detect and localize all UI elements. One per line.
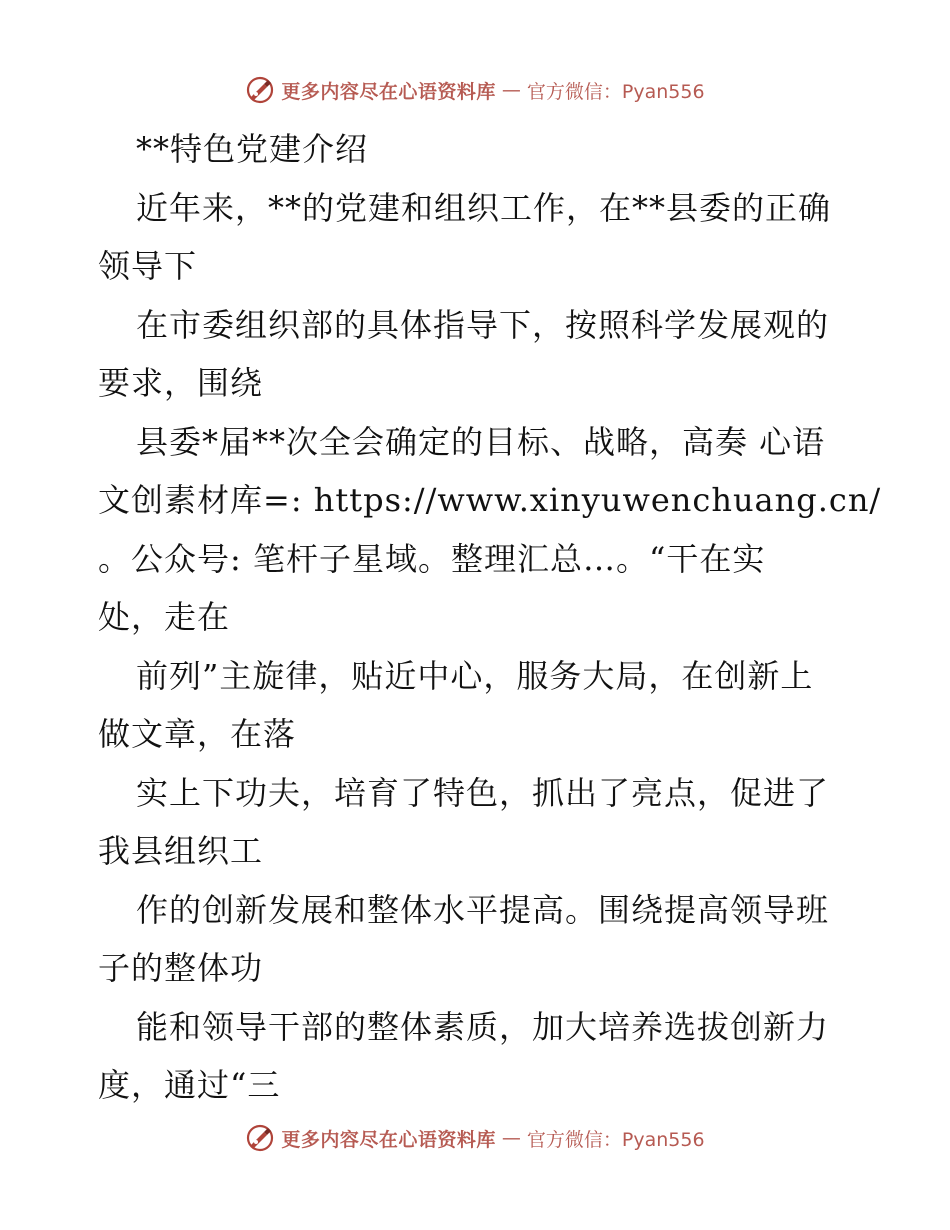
doc-line: 。公众号: 笔杆子星域。整理汇总…。“干在实 xyxy=(98,539,766,578)
banner-title: 更多内容尽在心语资料库 xyxy=(281,80,496,103)
header-banner xyxy=(0,70,950,110)
doc-line: 文创素材库=: https://www.xinyuwenchuang.cn/ xyxy=(98,481,882,519)
pen-logo-icon xyxy=(245,1123,275,1153)
banner-wechat: 官方微信：Pyan556 xyxy=(526,1128,705,1151)
doc-line: 我县组织工 xyxy=(98,832,264,870)
doc-line: 实上下功夫，培育了特色，抓出了亮点，促进了 xyxy=(136,773,830,812)
doc-line: 近年来，**的党建和组织工作，在**县委的正确 xyxy=(136,188,832,227)
doc-line: 要求，围绕 xyxy=(98,364,264,402)
doc-line: 在市委组织部的具体指导下，按照科学发展观的 xyxy=(136,305,830,344)
banner-separator: — xyxy=(501,1127,521,1149)
doc-line: 前列”主旋律，贴近中心，服务大局，在创新上 xyxy=(136,656,814,695)
doc-line: 县委*届**次全会确定的目标、战略，高奏 心语 xyxy=(136,422,826,461)
doc-line: 做文章，在落 xyxy=(98,715,297,753)
doc-line: 能和领导干部的整体素质，加大培养选拔创新力 xyxy=(136,1007,830,1046)
document-body xyxy=(98,120,882,1115)
doc-line: 度，通过“三 xyxy=(98,1066,281,1104)
banner-separator: — xyxy=(501,79,521,101)
doc-line: 作的创新发展和整体水平提高。围绕提高领导班 xyxy=(136,890,830,929)
banner-title: 更多内容尽在心语资料库 xyxy=(281,1128,496,1151)
doc-line: 处，走在 xyxy=(98,598,231,636)
doc-line: **特色党建介绍 xyxy=(136,130,369,168)
doc-line: 子的整体功 xyxy=(98,949,264,987)
doc-line: 领导下 xyxy=(98,247,198,285)
pen-logo-icon xyxy=(245,75,275,105)
footer-banner xyxy=(0,1118,950,1158)
banner-wechat: 官方微信：Pyan556 xyxy=(526,80,705,103)
